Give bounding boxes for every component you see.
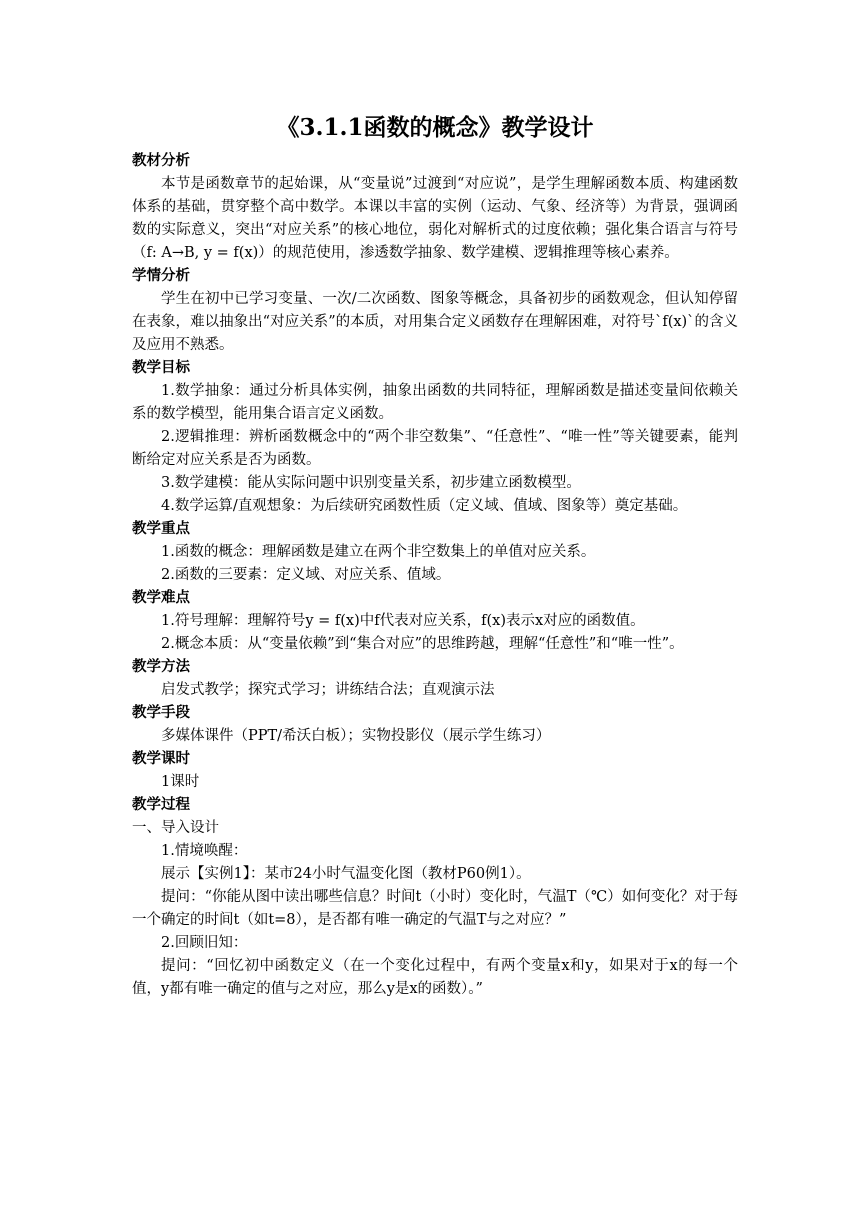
section-paragraph: 1.函数的概念：理解函数是建立在两个非空数集上的单值对应关系。 <box>161 544 596 560</box>
document-title: 《3.1.1函数的概念》教学设计 <box>276 114 594 141</box>
section-paragraph: 提问：“回忆初中函数定义（在一个变化过程中，有两个变量x和y，如果对于x的每一个值，y都有唯一确定的值与之对应，那么y是x的函数）。” <box>132 958 738 997</box>
section-paragraph: 1.数学抽象：通过分析具体实例，抽象出函数的共同特征，理解函数是描述变量间依赖关系的数学模型，能用集合语言定义函数。 <box>132 383 738 422</box>
section-heading: 教学重点 <box>132 521 190 537</box>
section-heading: 教学过程 <box>132 797 190 813</box>
section-paragraph: 本节是函数章节的起始课，从“变量说”过渡到“对应说”，是学生理解函数本质、构建函数体系的基础，贯穿整个高中数学。本课以丰富的实例（运动、气象、经济等）为背景，强调函数的实际意义，突出“对应关系”的核心地位，弱化对解析式的过度依赖；强化集合语言与符号（f: A→B, y = f(x)）的规范使用，渗透数学抽象、数学建模、逻辑推理等核心素养。 <box>132 176 738 261</box>
section-paragraph: 2.概念本质：从“变量依赖”到“集合对应”的思维跨越，理解“任意性”和“唯一性”。 <box>161 636 684 652</box>
section-paragraph: 4.数学运算/直观想象：为后续研究函数性质（定义域、值域、图象等）奠定基础。 <box>161 498 688 514</box>
section-paragraph: 2.逻辑推理：辨析函数概念中的“两个非空数集”、“任意性”、“唯一性”等关键要素，能判断给定对应关系是否为函数。 <box>132 429 738 468</box>
section-paragraph: 1.符号理解：理解符号y = f(x)中f代表对应关系，f(x)表示x对应的函数值。 <box>161 613 645 629</box>
section-paragraph: 展示【实例1】：某市24小时气温变化图（教材P60例1）。 <box>161 866 531 882</box>
section-paragraph: 启发式教学；探究式学习；讲练结合法；直观演示法 <box>161 682 495 698</box>
section-paragraph: 学生在初中已学习变量、一次/二次函数、图象等概念，具备初步的函数观念，但认知停留在表象，难以抽象出“对应关系”的本质，对用集合定义函数存在理解困难，对符号`f(x)`的含义及应用不熟悉。 <box>132 291 738 353</box>
document-body <box>132 150 738 1001</box>
section-heading: 学情分析 <box>132 268 190 284</box>
section-heading: 教材分析 <box>132 153 190 169</box>
section-paragraph: 2.函数的三要素：定义域、对应关系、值域。 <box>161 567 451 583</box>
section-heading: 教学方法 <box>132 659 190 675</box>
section-paragraph: 1课时 <box>161 774 200 790</box>
section-heading: 教学手段 <box>132 705 190 721</box>
section-paragraph: 1.情境唤醒： <box>161 843 248 859</box>
section-paragraph: 一、导入设计 <box>132 820 219 836</box>
section-heading: 教学目标 <box>132 360 190 376</box>
section-paragraph: 2.回顾旧知： <box>161 935 248 951</box>
section-heading: 教学课时 <box>132 751 190 767</box>
section-paragraph: 提问：“你能从图中读出哪些信息？时间t（小时）变化时，气温T（℃）如何变化？对于每一个确定的时间t（如t=8），是否都有唯一确定的气温T与之对应？” <box>132 889 738 928</box>
section-heading: 教学难点 <box>132 590 190 606</box>
section-paragraph: 3.数学建模：能从实际问题中识别变量关系，初步建立函数模型。 <box>161 475 581 491</box>
document-page <box>132 108 738 1001</box>
section-paragraph: 多媒体课件（PPT/希沃白板）；实物投影仪（展示学生练习） <box>161 728 551 744</box>
